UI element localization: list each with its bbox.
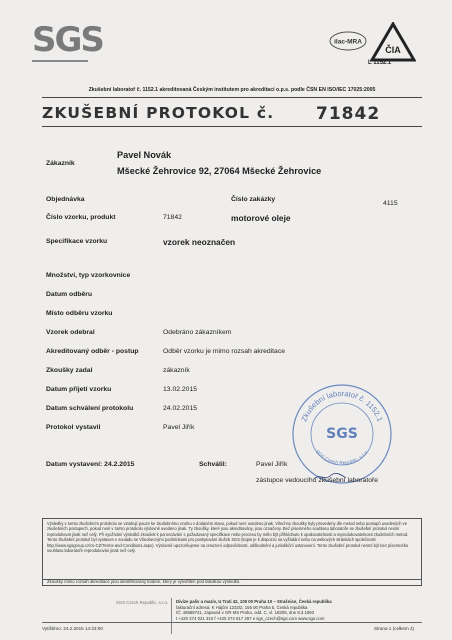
stamp-bottom-text: SGS Czech Republic, s.r.o.	[313, 449, 371, 467]
accreditation-footnote: Zkoušky mimo rozsah akreditace jsou identifikovány kódem, který je vysvětlen pod tabulkou výsledků.	[42, 578, 422, 586]
specification-value: vzorek neoznačen	[163, 237, 236, 247]
field-label: Zkoušky zadal	[46, 367, 93, 374]
protocol-title: ZKUŠEBNÍ PROTOKOL č.	[42, 104, 275, 122]
footer-company: SGS Czech Republic, s.r.o.	[116, 600, 169, 605]
approver-name: Pavel Jiřík	[256, 461, 288, 468]
field-label: Datum schválení protokolu	[46, 405, 134, 412]
footer-address	[176, 599, 332, 621]
ilac-icon	[328, 30, 368, 52]
divider-top	[42, 97, 422, 98]
footer-line-1: Divize paliv a maziv, U Trati 42, 100 00 Praha 10 – Strašnice, Česká republika	[176, 599, 332, 604]
sample-product: motorové oleje	[231, 213, 291, 223]
footer-line-2: fakturační adresa: K Hájům 1233/2, 155 00 Praha 5, Česká republika	[176, 604, 308, 610]
cia-text: ČIA	[385, 45, 401, 55]
printed-timestamp: Vytištěno: 24.2.2015 14:23:00	[42, 626, 103, 631]
field-value: Odebráno zákazníkem	[163, 329, 232, 336]
page-number: Strana 1 (celkem 2)	[374, 626, 415, 631]
sgs-logo: SGS	[32, 20, 103, 60]
ilac-mra-logo	[328, 30, 368, 52]
sample-number-label: Číslo vzorku, produkt	[46, 214, 116, 221]
divider-bottom	[42, 622, 422, 623]
protocol-number: 71842	[316, 104, 381, 124]
field-label: Množství, typ vzorkovnice	[46, 272, 131, 279]
field-label: Datum odběru	[46, 291, 93, 298]
footer-line-4: t +420 274 021 310 f +420 274 817 287 e sgs_czech@sgs.com www.sgs.com	[176, 615, 325, 621]
footer-separator	[171, 598, 172, 634]
field-label: Datum přijetí vzorku	[46, 386, 112, 393]
disclaimer-notes: Výsledky v tomto zkušebním protokolu se vztahují pouze ke zkušebnímu vzorku v dodaném stavu, pokud není uvedeno jinak. Všechny zkoušky byly provedeny dle metod nebo postupů uvedených ve zkušebních postupech, pokud není v tomto protokolu výslovně uvedeno jinak. Ty zkoušky, které jsou akreditovány, jsou označeny. Bez písemného souhlasu laboratoře se zkušební protokol nesmí reprodukovat jinak než celý. Při využívání výsledků zkoušek k porovnávání s požadovaný specifikace nebo procesu by mělo být přihlédnuto k opakovatelnosti a reprodukovatelnosti zkušebních metod. Tento zkušební protokol byl vystaven v souladu se Všeobecnými podmínkami pro poskytování služeb SGS (kopie je k dispozici na vyžádání nebo na webových stránkách společnosti http://www.sgsgroup.cz/cs-CZ/Terms-and-Conditions.aspx). Výslovně upozorňujeme na omezení odpovědnosti, odškodnění a jurisdikční ustanovení. Tento zkušební protokol nesmí být bez písemného souhlasu laboratoře reprodukován jinak než celý.	[42, 518, 422, 580]
divider-title	[42, 126, 422, 127]
footer-line-3: IČ: 48588741, zapsaná v OR MS Praha, odd. C, vl. 18206, dne 8.3.1993	[176, 610, 315, 616]
customer-address: Mšecké Žehrovice 92, 27064 Mšecké Žehrovice	[117, 166, 322, 176]
issue-date: Datum vystavení: 24.2.2015	[46, 461, 135, 468]
order-number-label: Číslo zakázky	[231, 196, 276, 203]
field-label: Protokol vystavil	[46, 424, 101, 431]
field-value: Odběr vzorku je mimo rozsah akreditace	[163, 348, 286, 355]
field-value: zákazník	[163, 367, 190, 374]
field-label: Vzorek odebral	[46, 329, 95, 336]
approver-role: zástupce vedoucího zkušební laboratoře	[256, 477, 379, 484]
customer-label: Zákazník	[46, 160, 75, 167]
stamp-center: SGS	[326, 426, 358, 442]
field-label: Místo odběru vzorku	[46, 310, 113, 317]
cia-triangle-icon	[370, 22, 416, 64]
sample-number: 71842	[163, 214, 182, 221]
field-value: Pavel Jiřík	[163, 424, 195, 431]
ilac-text: ilac-MRA	[334, 38, 362, 46]
sgs-logo-underline	[32, 60, 88, 63]
field-value: 13.02.2015	[163, 386, 198, 393]
approved-label: Schválil:	[199, 461, 227, 468]
order-label: Objednávka	[46, 196, 85, 203]
cia-number: L 1152.1	[368, 60, 392, 66]
laboratory-stamp	[290, 382, 394, 486]
signature	[312, 472, 348, 482]
stamp-ring-text: Zkušební laboratoř č. 1152.1	[299, 388, 385, 423]
field-label: Akreditovaný odběr - postup	[46, 348, 139, 355]
field-value: 24.02.2015	[163, 405, 198, 412]
customer-name: Pavel Novák	[117, 150, 172, 160]
order-number: 4115	[383, 200, 398, 207]
accreditation-line: Zkušební laboratoř č. 1152.1 akreditovaná Českým institutem pro akreditaci o.p.s. podle ČSN EN ISO/IEC 17025:2005	[88, 87, 376, 93]
specification-label: Specifikace vzorku	[46, 238, 108, 245]
